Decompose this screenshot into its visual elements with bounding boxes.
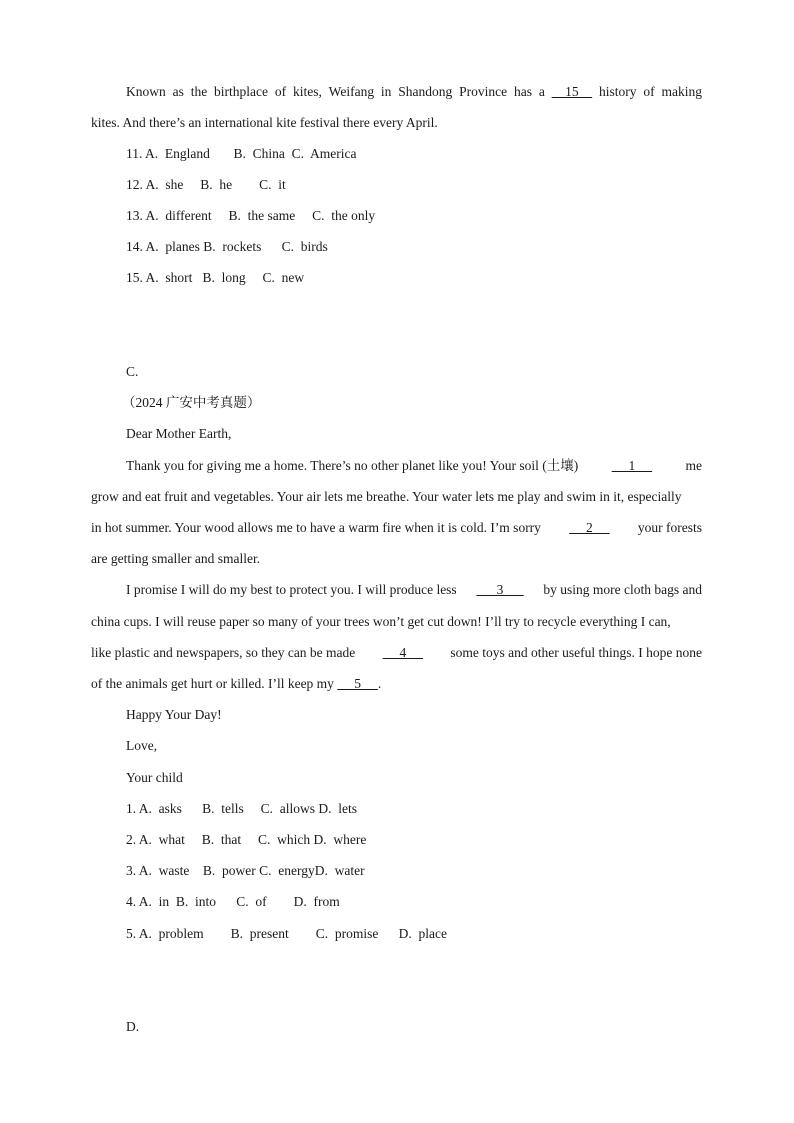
question-14-options: 14. A. planes B. rockets C. birds	[126, 239, 328, 254]
passage-c-p2-line-3	[91, 644, 702, 662]
text-segment: Thank you for giving me a home. There’s no other planet like you! Your soil (土壤)	[126, 458, 579, 473]
word: Weifang	[328, 84, 375, 99]
passage-c-p1-line-3	[91, 519, 702, 537]
section-c-source: （2024 广安中考真题）	[122, 395, 261, 410]
question-12-options: 12. A. she B. he C. it	[126, 177, 286, 192]
passage-c-p1-line-4: are getting smaller and smaller.	[91, 551, 261, 566]
text-segment: .	[377, 676, 382, 691]
passage-c-p2-line-2: china cups. I will reuse paper so many of your trees won’t get cut down! I’ll try to recycle everything I can,	[91, 614, 671, 629]
word: history	[599, 84, 637, 99]
passage-b-line-2: kites. And there’s an international kite festival there every April.	[91, 115, 438, 130]
text-segment: me	[685, 458, 702, 473]
question-5-options: 5. A. problem B. present C. promise D. place	[126, 926, 447, 941]
word: a	[538, 84, 545, 99]
blank-2: 2	[569, 520, 610, 535]
word: Shandong	[398, 84, 453, 99]
word: in	[380, 84, 392, 99]
question-3-options: 3. A. waste B. power C. energyD. water	[126, 863, 365, 878]
blank-1: 1	[611, 458, 653, 473]
question-2-options: 2. A. what B. that C. which D. where	[126, 832, 367, 847]
question-11-options: 11. A. England B. China C. America	[126, 146, 357, 161]
text-segment: I promise I will do my best to protect you. I will produce less	[126, 582, 457, 597]
passage-c-p1-line-1	[126, 457, 702, 475]
passage-b-line-1	[126, 83, 702, 101]
blank-15: 15	[551, 84, 593, 99]
question-15-options: 15. A. short B. long C. new	[126, 270, 305, 285]
blank-3: 3	[476, 582, 524, 597]
word: of	[274, 84, 287, 99]
blank-4: 4	[382, 645, 424, 660]
letter-closing-1: Happy Your Day!	[126, 707, 222, 722]
question-13-options: 13. A. different B. the same C. the only	[126, 208, 376, 223]
word: has	[513, 84, 532, 99]
word: Province	[459, 84, 508, 99]
passage-c-p2-line-4	[91, 675, 381, 693]
word: the	[190, 84, 208, 99]
letter-signature: Your child	[126, 770, 183, 785]
blank-5: 5	[337, 676, 378, 691]
word: birthplace	[214, 84, 269, 99]
word: kites,	[292, 84, 322, 99]
question-1-options: 1. A. asks B. tells C. allows D. lets	[126, 801, 358, 816]
word: of	[643, 84, 655, 99]
text-segment: like plastic and newspapers, so they can be made	[91, 645, 356, 660]
text-segment: your forests	[637, 520, 702, 535]
text-segment: of the animals get hurt or killed. I’ll keep my	[91, 676, 334, 691]
text-segment: in hot summer. Your wood allows me to have a warm fire when it is cold. I’m sorry	[91, 520, 541, 535]
text-segment: some toys and other useful things. I hope none	[450, 645, 702, 660]
word: as	[172, 84, 184, 99]
section-d-label: D.	[126, 1019, 140, 1034]
section-c-label: C.	[126, 364, 139, 379]
letter-closing-2: Love,	[126, 738, 158, 753]
passage-c-p1-line-2: grow and eat fruit and vegetables. Your air lets me breathe. Your water lets me play and swim in it, especially	[91, 489, 682, 504]
letter-greeting: Dear Mother Earth,	[126, 426, 232, 441]
text-segment: by using more cloth bags and	[543, 582, 702, 597]
word: making	[661, 84, 702, 99]
passage-c-p2-line-1	[126, 581, 702, 599]
question-4-options: 4. A. in B. into C. of D. from	[126, 894, 340, 909]
word: Known	[126, 84, 166, 99]
